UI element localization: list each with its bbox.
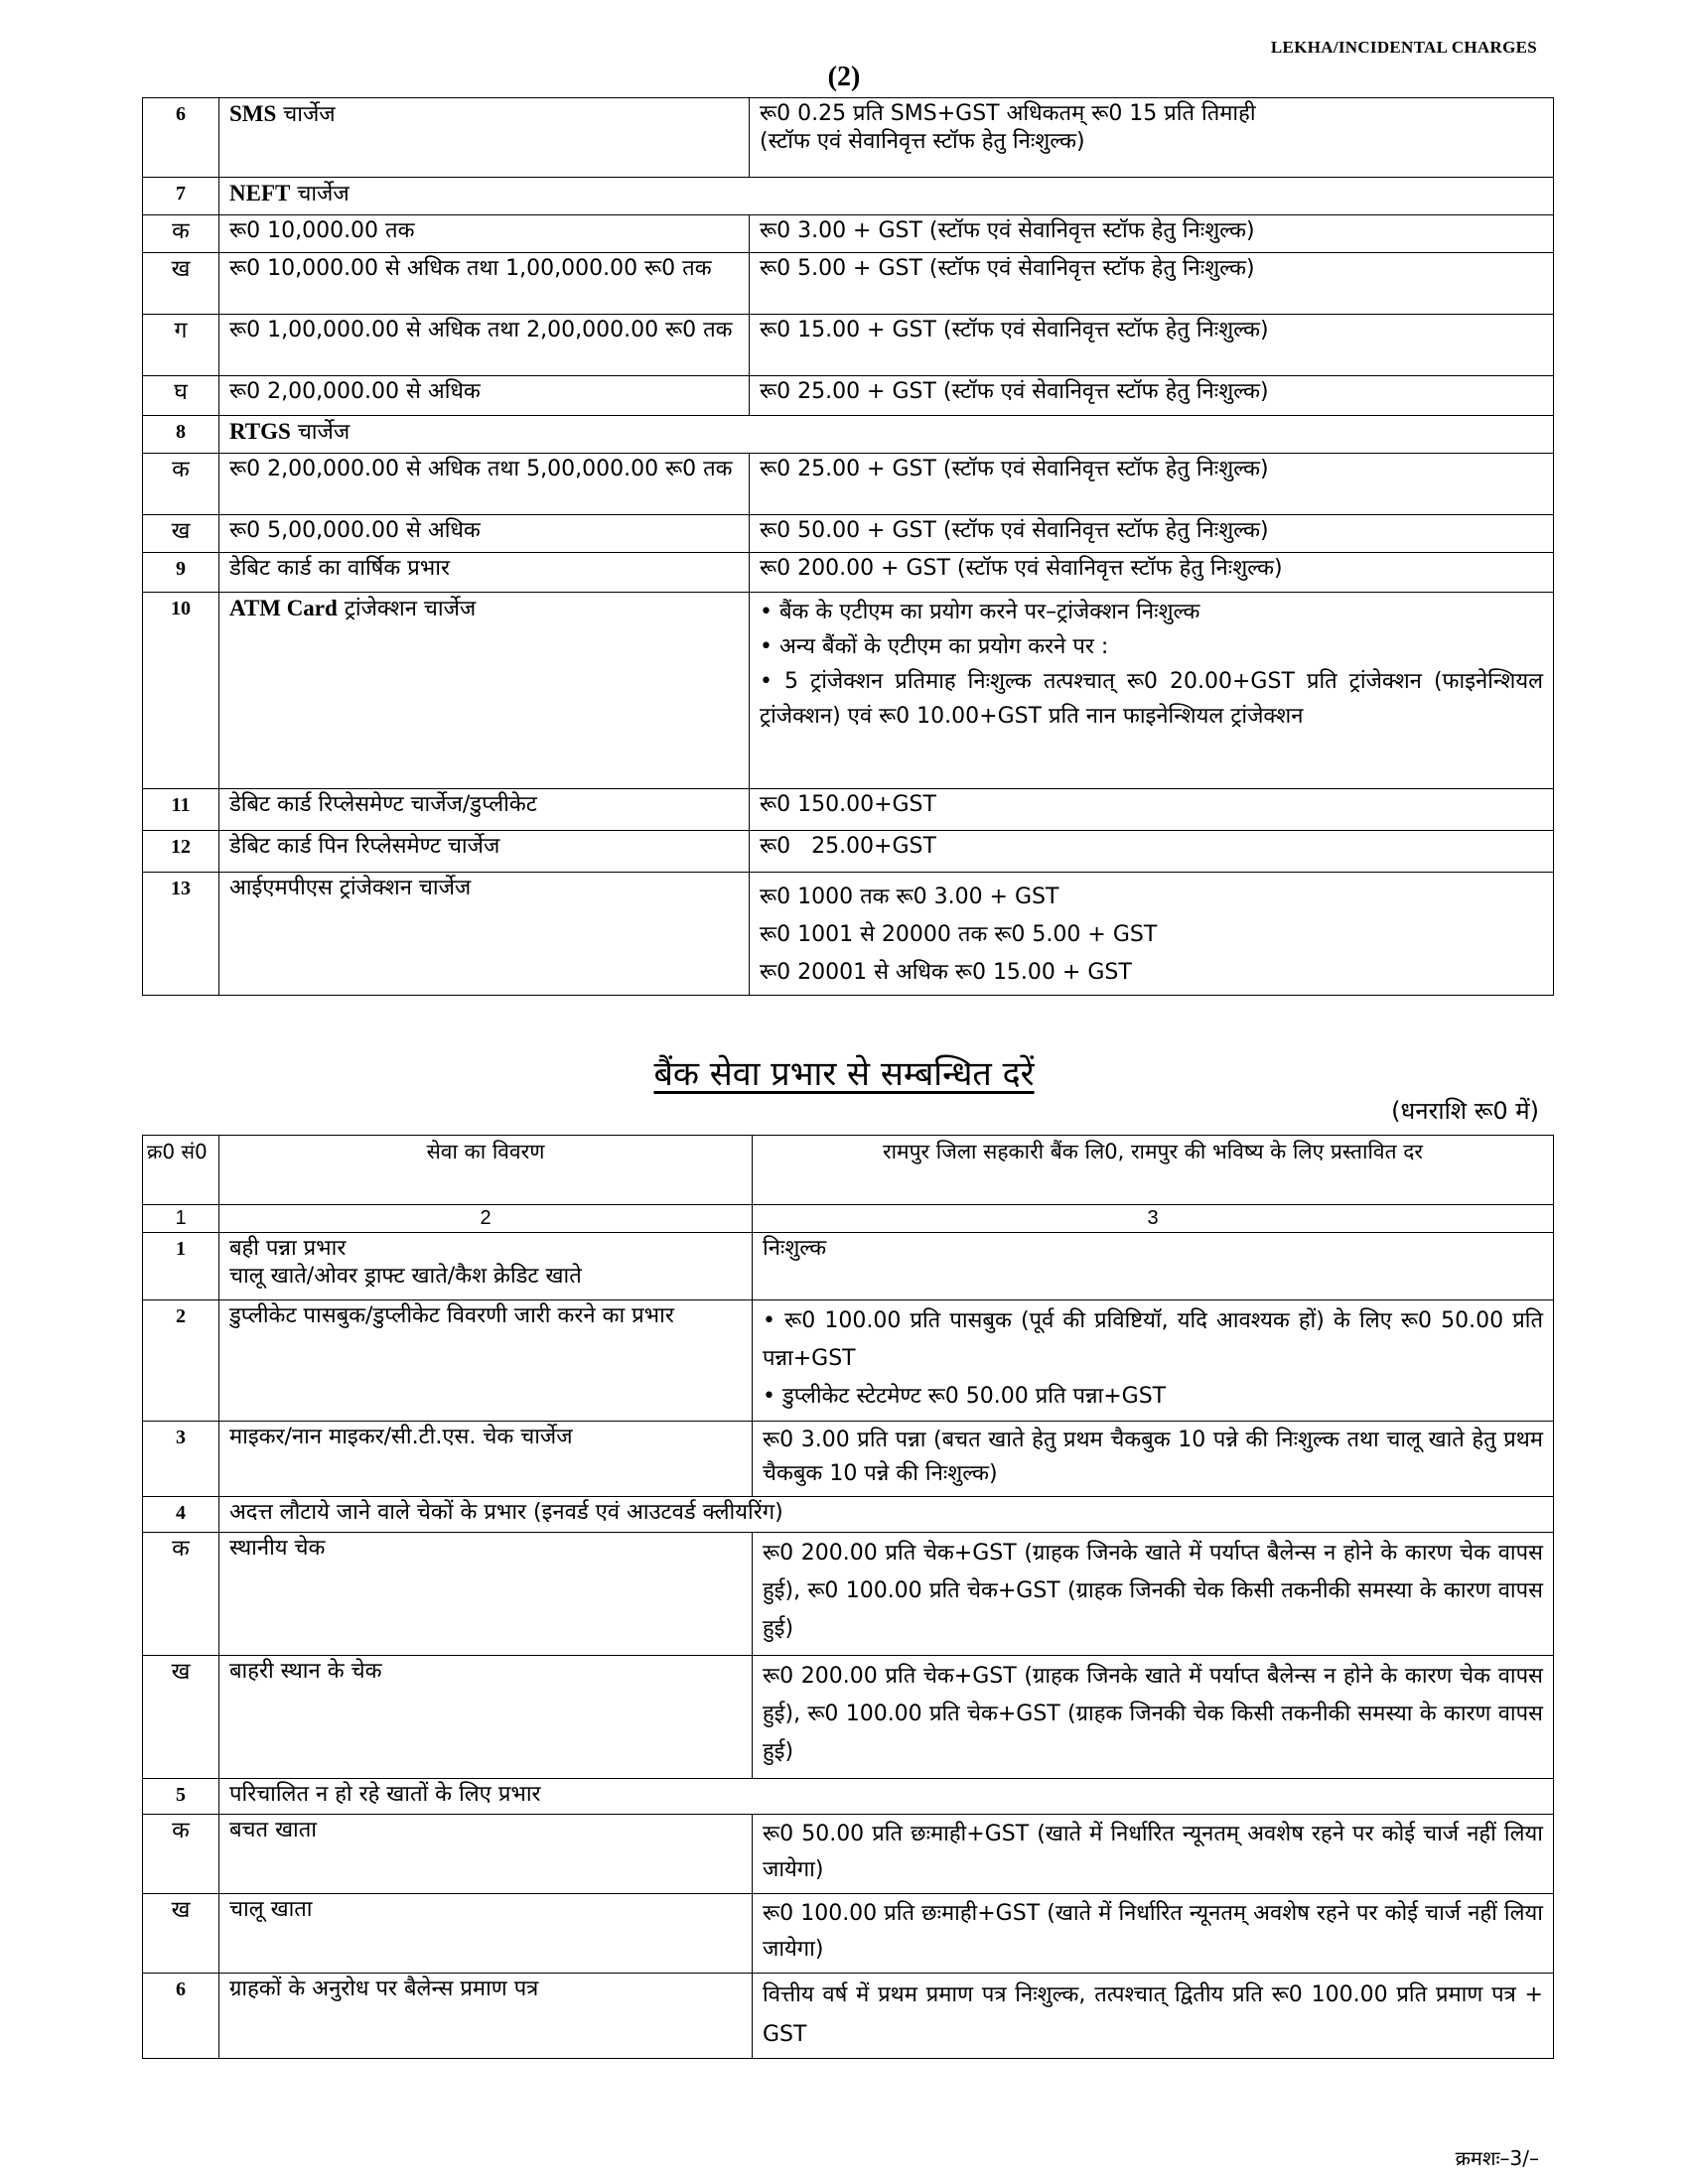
table-row [143,1894,1554,1974]
row-value: रू0 25.00+GST [750,831,1554,873]
header-description: सेवा का विवरण [219,1136,753,1205]
row-value: रू0 5.00 + GST (स्टॉफ एवं सेवानिवृत्त स्टॉफ हेतु निःशुल्क) [750,253,1554,315]
row-value: • बैंक के एटीएम का प्रयोग करने पर–ट्रांजेक्शन निःशुल्क • अन्य बैंकों के एटीएम का प्रयोग करने पर : • 5 ट्रांजेक्शन प्रतिमाह निःशुल्क तत्पश्चात् रू0 20.00+GST प्रति ट्रांजेक्शन (फाइनेन्शियल ट्रांजेक्शन) एवं रू0 10.00+GST प्रति नान फाइनेन्शियल ट्रांजेक्शन [750,593,1554,789]
row-value: रू0 25.00 + GST (स्टॉफ एवं सेवानिवृत्त स्टॉफ हेतु निःशुल्क) [750,454,1554,515]
header-serial: क्र0 सं0 [143,1136,219,1205]
table-row [143,831,1554,873]
row-value: रू0 150.00+GST [750,789,1554,831]
table-row [143,1656,1554,1779]
row-description: बचत खाता [219,1815,753,1894]
column-number: 2 [219,1205,753,1233]
row-description: बही पन्ना प्रभार चालू खाते/ओवर ड्राफ्ट खाते/कैश क्रेडिट खाते [219,1233,753,1300]
row-value: रू0 50.00 + GST (स्टॉफ एवं सेवानिवृत्त स्टॉफ हेतु निःशुल्क) [750,515,1554,553]
row-description: माइकर/नान माइकर/सी.टी.एस. चेक चार्जेज [219,1422,753,1497]
row-number: 9 [143,553,219,593]
row-value: रू0 3.00 प्रति पन्ना (बचत खाते हेतु प्रथम चैकबुक 10 पन्ने की निःशुल्क तथा चालू खाते हेतु प्रथम चैकबुक 10 पन्ने की निःशुल्क) [753,1422,1554,1497]
row-description: NEFT चार्जेज [219,178,1554,215]
row-description: बाहरी स्थान के चेक [219,1656,753,1779]
row-value: रू0 200.00 प्रति चेक+GST (ग्राहक जिनके खाते में पर्याप्त बैलेन्स न होने के कारण चेक वापस हुई), रू0 100.00 प्रति चेक+GST (ग्राहक जिनकी चेक किसी तकनीकी समस्या के कारण वापस हुई) [753,1533,1554,1656]
row-subnumber: क [143,1815,219,1894]
table-row [143,1779,1554,1815]
row-description: आईएमपीएस ट्रांजेक्शन चार्जेज [219,873,750,996]
row-subnumber: क [143,454,219,515]
row-description: रू0 5,00,000.00 से अधिक [219,515,750,553]
table-row [143,376,1554,416]
table-row [143,1815,1554,1894]
continuation-note: क्रमशः–3/– [1455,2146,1539,2170]
row-value: रू0 100.00 प्रति छःमाही+GST (खाते में निर्धारित न्यूनतम् अवशेष रहने पर कोई चार्ज नहीं लिया जायेगा) [753,1894,1554,1974]
row-description: स्थानीय चेक [219,1533,753,1656]
row-value: रू0 1000 तक रू0 3.00 + GST रू0 1001 से 20000 तक रू0 5.00 + GST रू0 20001 से अधिक रू0 15.00 + GST [750,873,1554,996]
row-subnumber: क [143,1533,219,1656]
row-description: डेबिट कार्ड पिन रिप्लेसमेण्ट चार्जेज [219,831,750,873]
table-row [143,1533,1554,1656]
amount-unit-note: (धनराशि रू0 में) [1391,1097,1539,1125]
row-value: रू0 3.00 + GST (स्टॉफ एवं सेवानिवृत्त स्टॉफ हेतु निःशुल्क) [750,215,1554,253]
header-rate: रामपुर जिला सहकारी बैंक लि0, रामपुर की भविष्य के लिए प्रस्तावित दर [753,1136,1554,1205]
table-row [143,253,1554,315]
table-row [143,215,1554,253]
row-value: रू0 200.00 + GST (स्टॉफ एवं सेवानिवृत्त स्टॉफ हेतु निःशुल्क) [750,553,1554,593]
row-value: रू0 0.25 प्रति SMS+GST अधिकतम् रू0 15 प्रति तिमाही (स्टॉफ एवं सेवानिवृत्त स्टॉफ हेतु निःशुल्क) [750,98,1554,178]
table-row [143,1422,1554,1497]
row-description: अदत्त लौटाये जाने वाले चेकों के प्रभार (इनवर्ड एवं आउटवर्ड क्लीयरिंग) [219,1497,1554,1533]
table-row [143,789,1554,831]
row-value: • रू0 100.00 प्रति पासबुक (पूर्व की प्रविष्टियॉ, यदि आवश्यक हों) के लिए रू0 50.00 प्रति पन्ना+GST • डुप्लीकेट स्टेटमेण्ट रू0 50.00 प्रति पन्ना+GST [753,1300,1554,1422]
row-subnumber: ख [143,253,219,315]
row-description: डेबिट कार्ड का वार्षिक प्रभार [219,553,750,593]
charges-table-2 [142,1135,1554,2059]
row-number: 1 [143,1233,219,1300]
table-row [143,1300,1554,1422]
section-title: बैंक सेवा प्रभार से सम्बन्धित दरें [653,1054,1035,1094]
table-row [143,454,1554,515]
row-description: SMS चार्जेज [219,98,750,178]
row-number: 5 [143,1779,219,1815]
row-description: चालू खाता [219,1894,753,1974]
row-description: रू0 10,000.00 तक [219,215,750,253]
row-description: ग्राहकों के अनुरोध पर बैलेन्स प्रमाण पत्र [219,1974,753,2059]
row-description: रू0 10,000.00 से अधिक तथा 1,00,000.00 रू0 तक [219,253,750,315]
table-row [143,98,1554,178]
table-row [143,553,1554,593]
row-number: 12 [143,831,219,873]
row-subnumber: ख [143,1656,219,1779]
row-number: 6 [143,1974,219,2059]
table-row [143,593,1554,789]
row-description: ATM Card ट्रांजेक्शन चार्जेज [219,593,750,789]
column-number: 1 [143,1205,219,1233]
column-number: 3 [753,1205,1554,1233]
table-row [143,315,1554,376]
row-value: रू0 50.00 प्रति छःमाही+GST (खाते में निर्धारित न्यूनतम् अवशेष रहने पर कोई चार्ज नहीं लिया जायेगा) [753,1815,1554,1894]
row-description: RTGS चार्जेज [219,416,1554,454]
row-subnumber: घ [143,376,219,416]
row-description: रू0 1,00,000.00 से अधिक तथा 2,00,000.00 रू0 तक [219,315,750,376]
table-colnum-row [143,1205,1554,1233]
row-subnumber: ख [143,1894,219,1974]
row-description: रू0 2,00,000.00 से अधिक [219,376,750,416]
row-description: डुप्लीकेट पासबुक/डुप्लीकेट विवरणी जारी करने का प्रभार [219,1300,753,1422]
row-number: 3 [143,1422,219,1497]
row-subnumber: ग [143,315,219,376]
row-value: रू0 25.00 + GST (स्टॉफ एवं सेवानिवृत्त स्टॉफ हेतु निःशुल्क) [750,376,1554,416]
row-number: 7 [143,178,219,215]
table-row [143,1974,1554,2059]
row-description: डेबिट कार्ड रिप्लेसमेण्ट चार्जेज/डुप्लीकेट [219,789,750,831]
row-number: 4 [143,1497,219,1533]
row-number: 8 [143,416,219,454]
row-value: रू0 15.00 + GST (स्टॉफ एवं सेवानिवृत्त स्टॉफ हेतु निःशुल्क) [750,315,1554,376]
row-number: 13 [143,873,219,996]
row-value: निःशुल्क [753,1233,1554,1300]
page-number: (2) [827,62,861,92]
table-header-row [143,1136,1554,1205]
charges-table-1 [142,97,1554,996]
row-value: वित्तीय वर्ष में प्रथम प्रमाण पत्र निःशुल्क, तत्पश्चात् द्वितीय प्रति रू0 100.00 प्रति प्रमाण पत्र + GST [753,1974,1554,2059]
table-row [143,416,1554,454]
row-number: 11 [143,789,219,831]
table-row [143,178,1554,215]
row-number: 2 [143,1300,219,1422]
row-description: परिचालित न हो रहे खातों के लिए प्रभार [219,1779,1554,1815]
row-subnumber: ख [143,515,219,553]
row-subnumber: क [143,215,219,253]
document-header-title: LEKHA/INCIDENTAL CHARGES [1270,38,1537,57]
table-row [143,1497,1554,1533]
row-value: रू0 200.00 प्रति चेक+GST (ग्राहक जिनके खाते में पर्याप्त बैलेन्स न होने के कारण चेक वापस हुई), रू0 100.00 प्रति चेक+GST (ग्राहक जिनकी चेक किसी तकनीकी समस्या के कारण वापस हुई) [753,1656,1554,1779]
table-row [143,873,1554,996]
row-number: 10 [143,593,219,789]
table-row [143,1233,1554,1300]
table-row [143,515,1554,553]
row-number: 6 [143,98,219,178]
row-description: रू0 2,00,000.00 से अधिक तथा 5,00,000.00 रू0 तक [219,454,750,515]
